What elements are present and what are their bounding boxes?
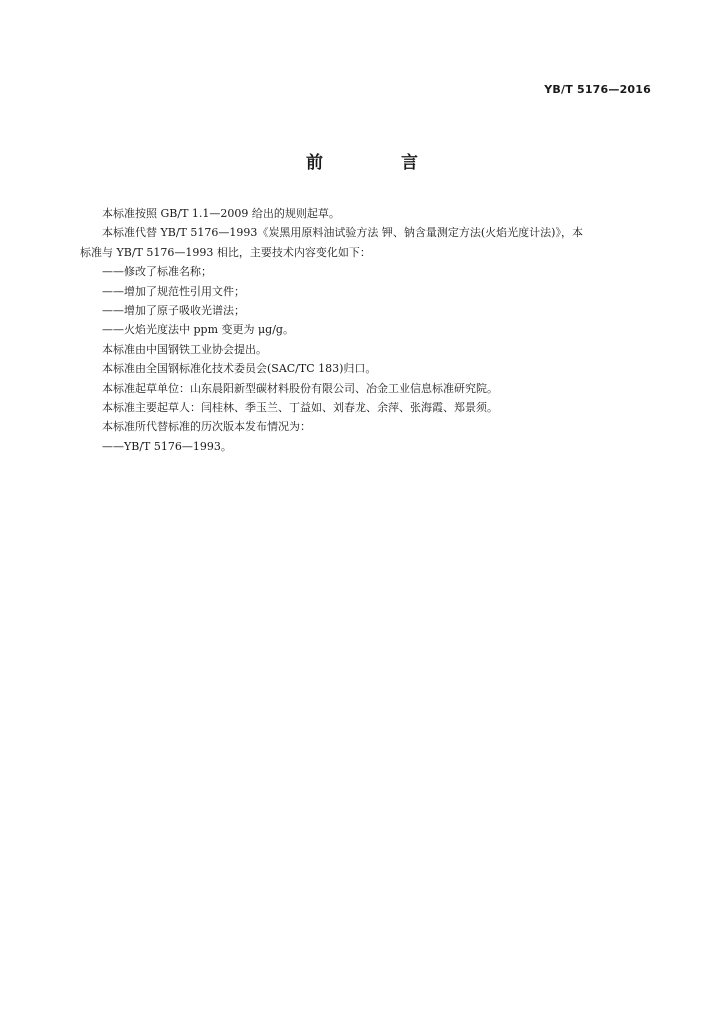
previous-edition-item: ——YB/T 5176—1993。 <box>102 439 232 453</box>
standard-code: YB/T 5176—2016 <box>544 83 651 96</box>
foreword-body <box>80 204 654 456</box>
change-item-name: ——修改了标准名称； <box>102 265 212 279</box>
paragraph-proposed-by: 本标准由中国钢铁工业协会提出。 <box>102 342 267 356</box>
paragraph-replaces-continued: 标准与 YB/T 5176—1993 相比，主要技术内容变化如下： <box>80 245 371 259</box>
paragraph-drafting-rule: 本标准按照 GB/T 1.1—2009 给出的规则起草。 <box>102 207 340 220</box>
paragraph-technical-committee: 本标准由全国钢标准化技术委员会(SAC/TC 183)归口。 <box>102 362 377 376</box>
paragraph-previous-editions: 本标准所代替标准的历次版本发布情况为： <box>102 420 311 434</box>
change-item-aas: ——增加了原子吸收光谱法； <box>102 304 245 318</box>
page-title: 前 言 <box>306 153 454 173</box>
change-item-references: ——增加了规范性引用文件； <box>102 284 245 298</box>
paragraph-drafting-units: 本标准起草单位：山东晨阳新型碳材料股份有限公司、冶金工业信息标准研究院。 <box>102 381 498 395</box>
paragraph-drafters: 本标准主要起草人：闫桂林、季玉兰、丁益如、刘春龙、余萍、张海霞、郑景须。 <box>102 401 498 415</box>
paragraph-replaces: 本标准代替 YB/T 5176—1993《炭黑用原料油试验方法 钾、钠含量测定方法(火焰光度计法)》，本 <box>102 226 583 240</box>
change-item-unit: ——火焰光度法中 ppm 变更为 μg/g。 <box>102 323 294 337</box>
